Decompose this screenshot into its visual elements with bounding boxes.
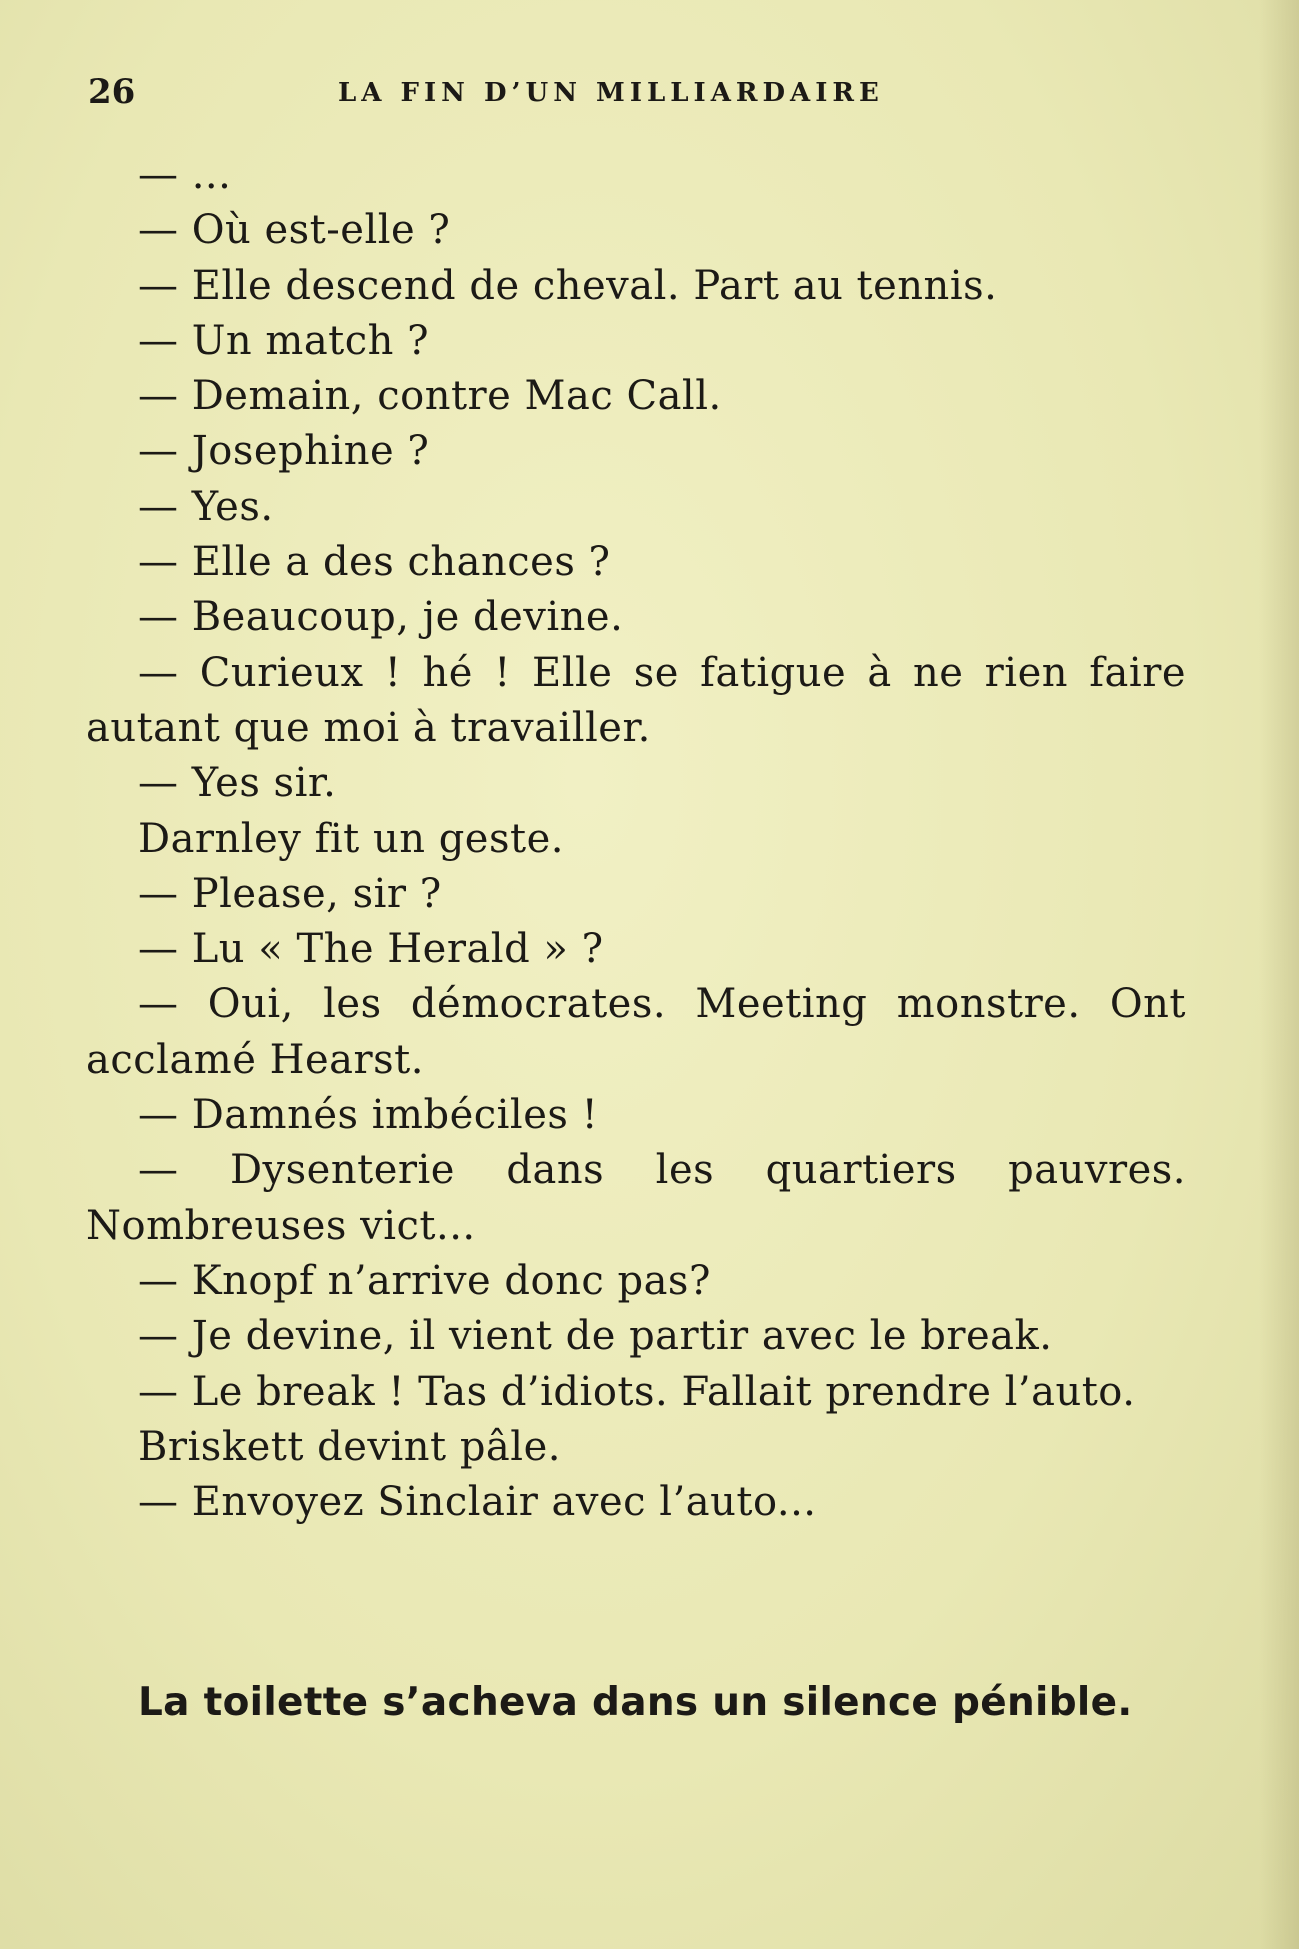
paragraph: — Curieux ! hé ! Elle se fatigue à ne rien faire autant que moi à travailler. [86,649,1186,751]
paragraph: — Oui, les démocrates. Meeting monstre. Ont acclamé Hearst. [86,981,1186,1083]
paragraph: — Demain, contre Mac Call. [138,373,722,420]
paragraph: Darnley fit un geste. [138,815,564,862]
paragraph: — Envoyez Sinclair avec l’auto... [138,1479,817,1526]
paragraph: — Damnés imbéciles ! [138,1092,599,1139]
paragraph: — Yes. [138,483,274,530]
paragraph: — Elle a des chances ? [138,539,611,586]
paragraph: Briskett devint pâle. [138,1423,561,1470]
paragraph: — Lu « The Herald » ? [138,926,604,973]
running-title: LA FIN D’UN MILLIARDAIRE [338,78,884,108]
page-header [88,72,1188,122]
paragraph: — Je devine, il vient de partir avec le break. [138,1313,1053,1360]
paragraph: — Elle descend de cheval. Part au tennis. [138,262,998,309]
paragraph: — Yes sir. [138,760,337,807]
paragraph: — ... [138,152,232,198]
page-gutter-shadow [1259,0,1299,1949]
paragraph: — Please, sir ? [138,870,442,917]
paragraph: — Beaucoup, je devine. [138,594,624,641]
paragraph: — Un match ? [138,317,430,364]
body-text [86,148,1186,1530]
paragraph: — Où est-elle ? [138,207,451,254]
page-number: 26 [88,72,136,112]
paragraph: — Josephine ? [138,428,430,475]
closing-line: La toilette s’acheva dans un silence pénible. [138,1680,1133,1725]
paragraph: — Knopf n’arrive donc pas? [138,1257,711,1304]
paragraph: — Dysenterie dans les quartiers pauvres. Nombreuses vict... [86,1147,1186,1249]
paragraph: — Le break ! Tas d’idiots. Fallait prendre l’auto. [138,1368,1136,1415]
